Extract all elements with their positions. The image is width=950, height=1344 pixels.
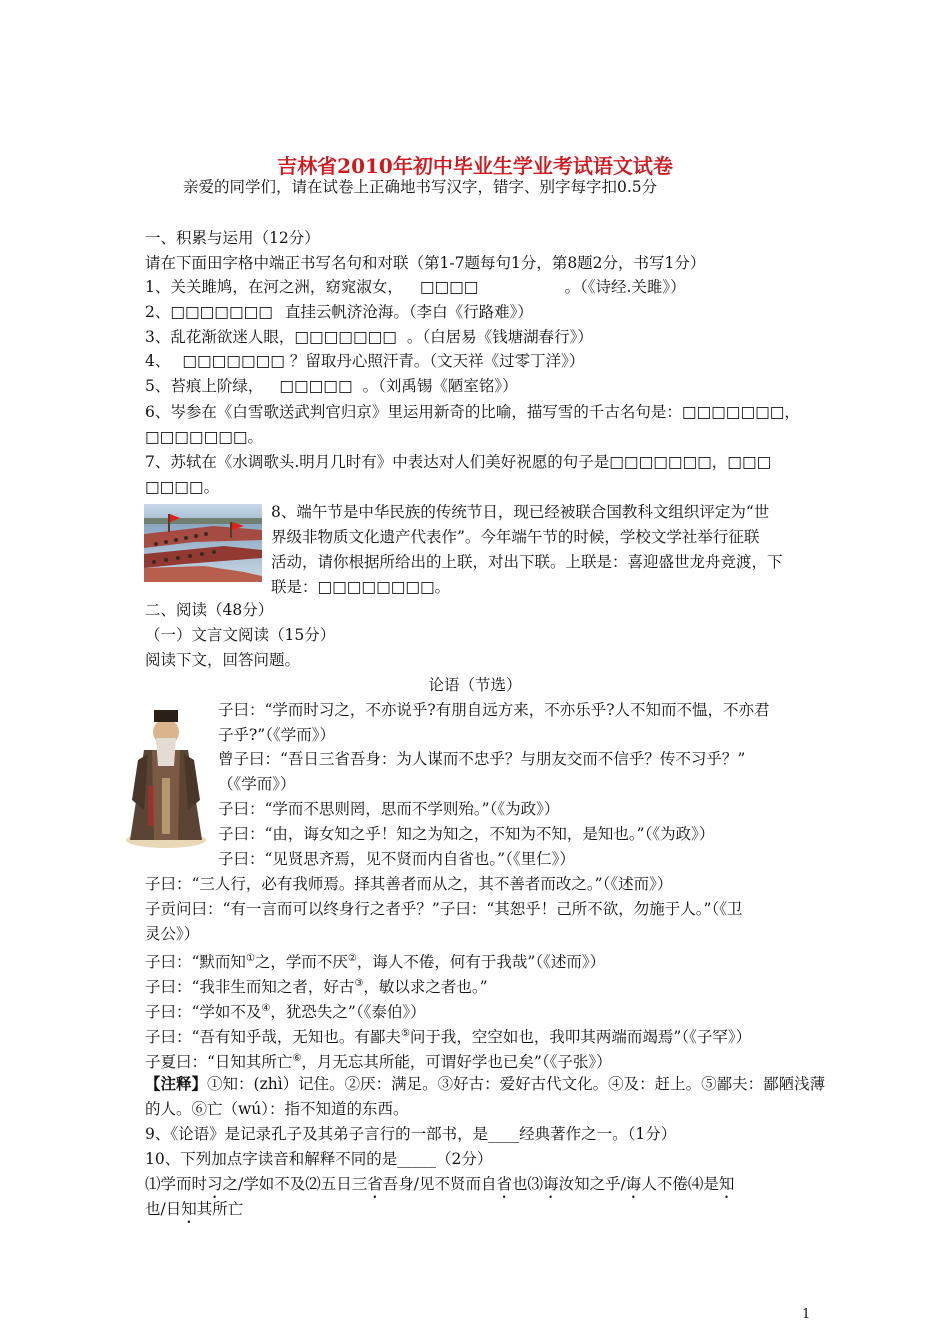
q3-text: 3、乱花渐欲迷人眼，□□□□□□□ (145, 328, 397, 346)
notes-line2: 的人。⑥亡（wú）：指不知道的东西。 (145, 1100, 409, 1118)
footnote-3-mark: ③ (354, 978, 364, 989)
q10-opt-text-a: ⑴学而时 (145, 1175, 208, 1193)
q10-opt-text-b: 之/学如不及⑵五日三 (222, 1175, 368, 1193)
section1-heading: 一、积累与运用（12分） (145, 229, 320, 247)
p11-text-a: 子曰：“吾有知乎哉，无知也。有鄙夫 (145, 1028, 401, 1047)
section2-instruction: 阅读下文，回答问题。 (145, 651, 301, 669)
question-10: 10、下列加点字读音和解释不同的是_____（2分） (145, 1150, 493, 1168)
dragon-boat-image (144, 504, 262, 582)
passage-p1-line1: 子曰：“学而时习之，不亦说乎?有朋自远方来，不亦乐乎?人不知而不愠，不亦君 (218, 701, 770, 719)
q4-text: □□□□□□□ ？留取丹心照汗青。（文天祥《过零丁洋》） (182, 352, 585, 370)
p10-text-a: 子曰：“学如不及 (145, 1003, 262, 1022)
question-10-options-line2 (145, 1199, 243, 1227)
footnote-2-mark: ② (347, 953, 357, 964)
p8-text-a: 子曰：“默而知 (145, 953, 246, 972)
passage-p3: 子曰：“学而不思则罔，思而不学则殆。”（《为政》） (218, 800, 560, 818)
question-6-line2: □□□□□□□。 (145, 428, 264, 446)
q5-text: 5、苔痕上阶绿， (145, 377, 264, 395)
question-8-line1: 8、端午节是中华民族的传统节日，现已经被联合国教科文组织评定为“世 (271, 503, 770, 521)
p11-text-b: 问于我，空空如也，我叩其两端而竭焉”（《子罕》） (409, 1028, 752, 1047)
passage-p5: 子曰：“见贤思齐焉，见不贤而内自省也。”（《里仁》） (218, 850, 575, 868)
question-4 (145, 351, 584, 371)
passage-p7-line1: 子贡问曰：“有一言而可以终身行之者乎？”子曰：“其恕乎！己所不欲，勿施于人。”（《卫 (145, 900, 743, 918)
q10-line2-text-a: 也/日 (145, 1200, 182, 1218)
question-7-line1: 7、苏轼在《水调歌头.明月几时有》中表达对人们美好祝愿的句子是□□□□□□□，□□□ (145, 453, 772, 471)
q10-dotted-char-1: 习 (207, 1175, 223, 1193)
p12-text-a: 子夏曰：“日知其所亡 (145, 1053, 293, 1072)
q5-blank: □□□□□ (279, 377, 353, 395)
intro-text: 亲爱的同学们，请在试卷上正确地书写汉字，错字、别字每字扣0.5分 (183, 178, 658, 196)
question-10-options-line1 (145, 1174, 734, 1202)
passage-p2-line1: 曾子曰：“吾日三省吾身：为人谋而不忠乎？与朋友交而不信乎？传不习乎？” (218, 750, 746, 768)
question-7-line2: □□□□。 (145, 478, 220, 496)
notes-text-1: ①知：(zhì）记住。②厌：满足。③好古：爱好古代文化。④及：赶上。⑤鄙夫：鄙陋浅薄 (207, 1075, 826, 1093)
q5-source: 。（刘禹锡《陋室铭》） (362, 377, 518, 395)
q1-source: 。（《诗经.关雎》） (564, 278, 686, 296)
passage-p12 (145, 1049, 612, 1072)
page-number: 1 (802, 1307, 811, 1322)
section1-instruction: 请在下面田字格中端正书写名句和对联（第1-7题每句1分，第8题2分，书写1分） (145, 254, 706, 272)
question-6-line1: 6、岑参在《白雪歌送武判官归京》里运用新奇的比喻，描写雪的千古名句是：□□□□□□□， (145, 403, 800, 421)
q10-opt-text-f: 人不倦⑷是 (641, 1175, 719, 1193)
q1-text: 1、关关雎鸠，在河之洲，窈窕淑女， (145, 278, 403, 296)
p10-text-b: ，犹恐失之”（《泰伯》） (270, 1003, 426, 1022)
passage-p6: 子曰：“三人行，必有我师焉。择其善者而从之，其不善者而改之。”（《述而》） (145, 875, 673, 893)
q3-source: 。（白居易《钱塘湖春行》） (406, 328, 593, 346)
question-1 (145, 277, 686, 297)
q1-blank: □□□□ (419, 278, 479, 296)
passage-title: 论语（节选） (428, 676, 522, 694)
q10-opt-text-e: 汝知之乎/ (558, 1175, 626, 1193)
p12-text-b: ，月无忘其所能，可谓好学也已矣”（《子张》） (301, 1053, 612, 1072)
passage-p2-line2: （《学而》） (218, 775, 296, 793)
passage-p9 (145, 974, 488, 997)
passage-p4: 子曰：“由，诲女知之乎！知之为知之，不知为不知，是知也。”（《为政》） (218, 825, 715, 843)
p9-text-a: 子曰：“我非生而知之者，好古 (145, 978, 355, 997)
q10-dotted-char-5: 诲 (625, 1175, 642, 1193)
footnote-4-mark: ④ (261, 1003, 271, 1014)
passage-p7-line2: 灵公》） (145, 925, 200, 943)
question-2 (145, 302, 533, 322)
q10-dotted-char-6: 知 (718, 1175, 735, 1193)
section2-heading: 二、阅读（48分） (145, 601, 274, 619)
q2-blank: 2、□□□□□□□ (145, 303, 273, 321)
notes-label: 【注释】 (145, 1074, 208, 1093)
passage-p11 (145, 1024, 751, 1047)
confucius-portrait (118, 690, 214, 852)
q10-dotted-char-7: 知 (181, 1200, 197, 1218)
question-5 (145, 376, 518, 396)
q10-dotted-char-2: 省 (367, 1175, 383, 1193)
q4-number: 4、 (145, 352, 171, 370)
exam-title: 吉林省2010年初中毕业生学业考试语文试卷 (277, 154, 673, 178)
footnote-5-mark: ⑤ (400, 1028, 410, 1039)
p8-text-c: ，诲人不倦，何有于我哉”（《述而》） (356, 953, 606, 972)
footnote-6-mark: ⑥ (292, 1053, 302, 1064)
q10-dotted-char-4: 诲 (543, 1175, 559, 1193)
question-8-line3: 活动，请你根据所给出的上联，对出下联。上联是：喜迎盛世龙舟竞渡，下 (271, 553, 783, 571)
question-8-line4: 联是：□□□□□□□□。 (271, 578, 451, 596)
section2-subheading: （一）文言文阅读（15分） (145, 626, 336, 644)
passage-p1-line2: 子乎?”（《学而》） (218, 726, 335, 744)
passage-p10 (145, 999, 426, 1022)
q10-opt-text-c: 吾身/见不贤而自 (382, 1175, 497, 1193)
q10-line2-text-b: 其所亡 (196, 1200, 244, 1218)
p9-text-b: ，敏以求之者也。” (363, 978, 488, 997)
passage-p8 (145, 949, 605, 972)
question-8-line2: 界级非物质文化遗产代表作”。今年端午节的时候，学校文学社举行征联 (271, 528, 760, 546)
question-3 (145, 327, 593, 347)
q2-text: 直挂云帆济沧海。（李白《行路难》） (284, 303, 533, 321)
q10-dotted-char-3: 省 (496, 1175, 513, 1193)
q10-opt-text-d: 也⑶ (512, 1175, 544, 1193)
p8-text-b: 之，学而不厌 (254, 953, 348, 972)
footnote-1-mark: ① (245, 953, 255, 964)
question-9: 9、《论语》是记录孔子及其弟子言行的一部书，是____经典著作之一。（1分） (145, 1125, 677, 1143)
notes-line1 (145, 1074, 825, 1094)
